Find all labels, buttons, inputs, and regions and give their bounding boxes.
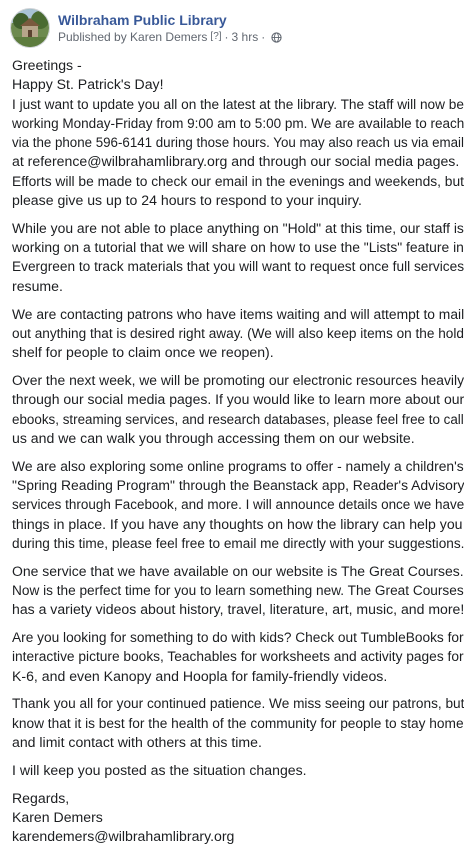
post-text-line: during this time, please feel free to email me directly with your suggestions. (12, 534, 464, 551)
post-paragraph (12, 56, 464, 210)
post-text-line: Greetings - (12, 57, 82, 73)
post-text-line: While you are not able to place anything on "Hold" at this time, our staff is (12, 219, 464, 236)
post-text-line: We are also exploring some online programs to offer - namely a children's (12, 457, 464, 474)
post-paragraph (12, 789, 464, 847)
post-text-line: shelf for people to claim once we reopen). (12, 344, 274, 361)
post-text-line: out anything that is desired right away. (We will also keep items on the hold (12, 324, 464, 341)
post-text-line: through our social media pages. If you would like to learn more about our (12, 391, 464, 408)
post-text-line: ebooks, streaming services, and research databases, please feel free to call (12, 410, 464, 427)
post-paragraph (12, 457, 464, 553)
post-text-line: Thank you all for your continued patience. We miss seeing our patrons, but (12, 695, 464, 712)
post-paragraph (12, 694, 464, 752)
post-meta (58, 11, 282, 45)
post-text-line: Efforts will be made to check our email in the evenings and weekends, but (12, 172, 464, 189)
help-icon[interactable]: [?] (210, 31, 222, 42)
post-text-line: and limit contact with others at this time. (12, 734, 262, 750)
separator: · (261, 30, 266, 44)
post-body (12, 56, 464, 855)
post-text-line: at reference@wilbrahamlibrary.org and through our social media pages. (12, 153, 460, 170)
post-text-line: please give us up to 24 hours to respond to your inquiry. (12, 192, 362, 209)
post-text-line: Now is the perfect time for you to learn something new. The Great Courses (12, 581, 464, 598)
post-text-line: "Spring Reading Program" through the Beanstack app, Reader's Advisory (12, 476, 464, 493)
page-name-link[interactable]: Wilbraham Public Library (58, 12, 227, 28)
post-text-line: Regards, (12, 789, 70, 806)
library-photo-icon (11, 9, 49, 47)
post-text-line: interactive picture books, Teachables for worksheets and activity pages for (12, 648, 464, 665)
page-avatar[interactable] (10, 8, 50, 48)
post-text-line: K-6, and even Kanopy and Hoopla for family-friendly videos. (12, 667, 388, 684)
separator: · (224, 30, 229, 44)
post-text-line: karendemers@wilbrahamlibrary.org (12, 828, 235, 845)
post-paragraph (12, 219, 464, 296)
post-text-line: I will keep you posted as the situation changes. (12, 761, 307, 778)
timestamp-link[interactable]: 3 hrs (231, 30, 259, 44)
post-text-line: I just want to update you all on the latest at the library. The staff will now be (12, 95, 464, 112)
post-paragraph (12, 628, 464, 686)
post-text-line: services through Facebook, and more. I will announce details once we have (12, 496, 464, 513)
post-text-line: Karen Demers (12, 808, 103, 825)
post-text-line: working on a tutorial that we will share on how to use the "Lists" feature in (12, 239, 464, 256)
post-text-line: Evergreen to track materials that you will want to request once full services (12, 258, 464, 275)
post-paragraph (12, 562, 464, 620)
post-text-line: We are contacting patrons who have items waiting and will attempt to mail (12, 305, 464, 322)
globe-icon[interactable] (271, 32, 282, 43)
post-text-line: us and we can walk you through accessing them on our website. (12, 429, 415, 446)
post-text-line: resume. (12, 277, 63, 294)
post-text-line: Are you looking for something to do with kids? Check out TumbleBooks for (12, 629, 464, 646)
post-text-line: working Monday-Friday from 9:00 am to 5:00 pm. We are available to reach (12, 114, 464, 131)
post-text-line: things in place. If you have any thoughts on how the library can help you (12, 515, 463, 532)
post-text-line: has a variety videos about history, travel, literature, art, music, and more! (12, 601, 464, 618)
post-text-line: know that it is best for the health of the community for people to stay home (12, 714, 464, 731)
post-paragraph (12, 761, 464, 780)
post-text-line: via the phone 596-6141 during those hours. You may also reach us via email (12, 134, 464, 151)
published-by[interactable]: Published by Karen Demers (58, 30, 208, 44)
post-subtitle (58, 29, 282, 45)
post-text-line: Over the next week, we will be promoting our electronic resources heavily (12, 371, 464, 388)
post-text-line: Happy St. Patrick's Day! (12, 76, 164, 93)
post-paragraph (12, 371, 464, 448)
post-text-line: One service that we have available on our website is The Great Courses. (12, 562, 464, 579)
post-header (10, 8, 282, 48)
post-paragraph (12, 305, 464, 363)
